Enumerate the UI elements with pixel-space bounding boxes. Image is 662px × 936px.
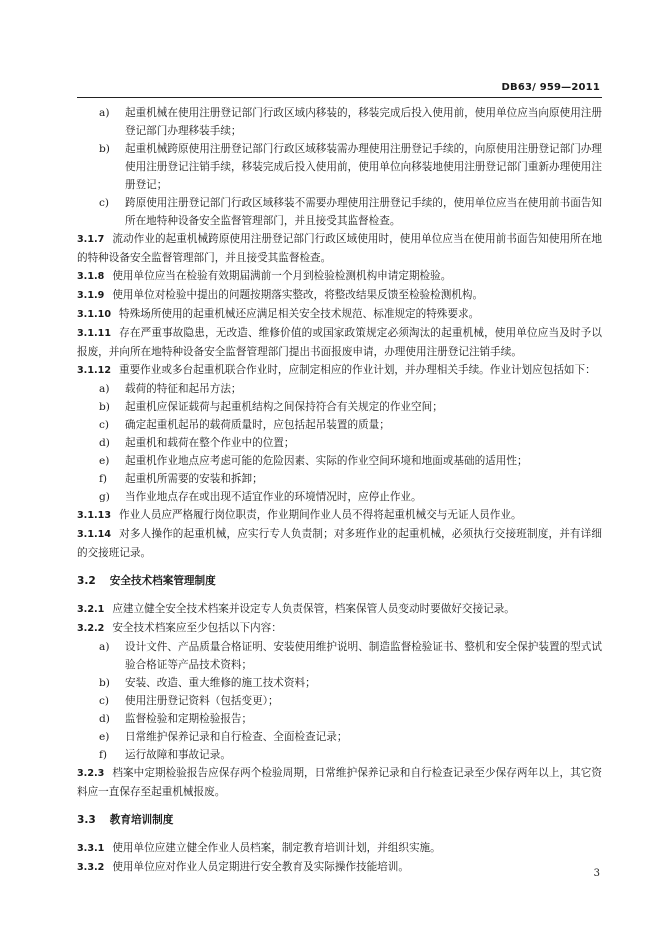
clause-3-2-3 bbox=[77, 764, 602, 801]
clause-3-1-14 bbox=[77, 525, 602, 562]
list-text: 起重机和载荷在整个作业中的位置； bbox=[125, 437, 295, 449]
list-text: 确定起重机起吊的载荷质量时，应包括起吊装置的质量； bbox=[125, 419, 390, 431]
clause-3-3-2 bbox=[77, 858, 602, 877]
list-marker: g) bbox=[99, 491, 110, 503]
clause-number: 3.2.1 bbox=[77, 604, 105, 615]
list-marker: a) bbox=[99, 107, 110, 119]
clause-3-1-13 bbox=[77, 506, 602, 525]
list-text: 运行故障和事故记录。 bbox=[125, 749, 231, 761]
list-text: 安装、改造、重大维修的施工技术资料； bbox=[125, 677, 316, 689]
clause-3-1-8 bbox=[77, 267, 602, 286]
clause-number: 3.2.2 bbox=[77, 623, 105, 634]
list-marker: b) bbox=[99, 143, 110, 155]
clause-number: 3.1.10 bbox=[77, 309, 111, 320]
list-marker: a) bbox=[99, 383, 110, 395]
list-text: 日常维护保养记录和自行检查、全面检查记录； bbox=[125, 731, 348, 743]
list-item bbox=[77, 194, 602, 230]
list-marker: b) bbox=[99, 401, 110, 413]
section-title: 教育培训制度 bbox=[109, 814, 174, 826]
list-item bbox=[77, 398, 602, 416]
header-divider bbox=[77, 97, 602, 98]
standard-code: DB63/ 959—2011 bbox=[501, 82, 600, 93]
clause-3-1-9 bbox=[77, 286, 602, 305]
list-marker: c) bbox=[99, 419, 110, 431]
list-item bbox=[77, 434, 602, 452]
list-item bbox=[77, 674, 602, 692]
clause-number: 3.1.12 bbox=[77, 365, 111, 376]
list-item bbox=[77, 452, 602, 470]
list-item bbox=[77, 638, 602, 674]
list-marker: d) bbox=[99, 437, 110, 449]
list-marker: d) bbox=[99, 713, 110, 725]
list-item bbox=[77, 470, 602, 488]
document-body bbox=[77, 104, 602, 877]
clause-text: 重要作业或多台起重机联合作业时，应制定相应的作业计划，并办理相关手续。作业计划应包括如下： bbox=[119, 364, 596, 376]
clause-text: 使用单位应对作业人员定期进行安全教育及实际操作技能培训。 bbox=[112, 861, 409, 873]
list-text: 使用注册登记资料（包括变更）； bbox=[125, 695, 279, 707]
list-marker: b) bbox=[99, 677, 110, 689]
list-item bbox=[77, 710, 602, 728]
section-number: 3.3 bbox=[77, 814, 96, 826]
list-item bbox=[77, 140, 602, 194]
clause-text: 作业人员应严格履行岗位职责，作业期间作业人员不得将起重机械交与无证人员作业。 bbox=[119, 509, 522, 521]
clause-3-1-10 bbox=[77, 305, 602, 324]
list-text: 起重机械在使用注册登记部门行政区域内移装的，移装完成后投入使用前，使用单位应当向原使用注册登记部门办理移装手续； bbox=[125, 107, 602, 137]
list-text: 设计文件、产品质量合格证明、安装使用维护说明、制造监督检验证书、整机和安全保护装置的型式试验合格证等产品技术资料； bbox=[125, 641, 602, 671]
clause-3-2-1 bbox=[77, 600, 602, 619]
clause-3-1-7 bbox=[77, 230, 602, 267]
clause-number: 3.1.9 bbox=[77, 290, 105, 301]
clause-text: 档案中定期检验报告应保存两个检验周期，日常维护保养记录和自行检查记录至少保存两年以上，其它资料应一直保存至起重机械报废。 bbox=[77, 767, 602, 798]
clause-number: 3.3.1 bbox=[77, 843, 105, 854]
list-marker: c) bbox=[99, 695, 110, 707]
clause-number: 3.1.14 bbox=[77, 529, 111, 540]
clause-number: 3.1.11 bbox=[77, 328, 111, 339]
section-heading-3-3 bbox=[77, 811, 602, 829]
list-marker: f) bbox=[99, 749, 108, 761]
section-heading-3-2 bbox=[77, 572, 602, 590]
clause-3-2-2 bbox=[77, 619, 602, 638]
list-text: 起重机应保证载荷与起重机结构之间保持符合有关规定的作业空间； bbox=[125, 401, 443, 413]
clause-text: 特殊场所使用的起重机械还应满足相关安全技术规范、标准规定的特殊要求。 bbox=[119, 308, 480, 320]
clause-text: 应建立健全安全技术档案并设定专人负责保管，档案保管人员变动时要做好交接记录。 bbox=[112, 603, 515, 615]
clause-number: 3.1.7 bbox=[77, 234, 105, 245]
clause-text: 流动作业的起重机械跨原使用注册登记部门行政区域使用时，使用单位应当在使用前书面告知使用所在地的特种设备安全监督管理部门，并且接受其监督检查。 bbox=[77, 233, 602, 264]
clause-text: 存在严重事故隐患，无改造、维修价值的或国家政策规定必须淘汰的起重机械，使用单位应当及时予以报废，并向所在地特种设备安全监督管理部门提出书面报废申请，办理使用注册登记注销手续。 bbox=[77, 327, 602, 358]
clause-3-1-11 bbox=[77, 324, 602, 361]
section-title: 安全技术档案管理制度 bbox=[109, 575, 216, 587]
list-item bbox=[77, 104, 602, 140]
list-item bbox=[77, 380, 602, 398]
list-item bbox=[77, 728, 602, 746]
clause-3-3-1 bbox=[77, 839, 602, 858]
clause-text: 安全技术档案应至少包括以下内容： bbox=[112, 622, 282, 634]
list-marker: e) bbox=[99, 455, 110, 467]
list-item bbox=[77, 746, 602, 764]
clause-3-1-12 bbox=[77, 361, 602, 380]
list-marker: c) bbox=[99, 197, 110, 209]
list-item bbox=[77, 488, 602, 506]
clause-text: 对多人操作的起重机械，应实行专人负责制；对多班作业的起重机械，必须执行交接班制度，并有详细的交接班记录。 bbox=[77, 528, 602, 559]
clause-number: 3.2.3 bbox=[77, 768, 105, 779]
list-marker: a) bbox=[99, 641, 110, 653]
list-text: 监督检验和定期检验报告； bbox=[125, 713, 253, 725]
list-text: 起重机作业地点应考虑可能的危险因素、实际的作业空间环境和地面或基础的适用性； bbox=[125, 455, 528, 467]
clause-text: 使用单位应当在检验有效期届满前一个月到检验检测机构申请定期检验。 bbox=[112, 270, 452, 282]
list-text: 起重机械跨原使用注册登记部门行政区域移装需办理使用注册登记手续的，向原使用注册登记部门办理使用注册登记注销手续，移装完成后投入使用前，使用单位向移装地使用注册登记部门重新办理使用注册登记； bbox=[125, 143, 602, 191]
list-text: 起重机所需要的安装和拆卸； bbox=[125, 473, 263, 485]
list-item bbox=[77, 416, 602, 434]
list-text: 跨原使用注册登记部门行政区域移装不需要办理使用注册登记手续的，使用单位应当在使用前书面告知所在地特种设备安全监督管理部门，并且接受其监督检查。 bbox=[125, 197, 602, 227]
list-marker: e) bbox=[99, 731, 110, 743]
list-text: 当作业地点存在或出现不适宜作业的环境情况时，应停止作业。 bbox=[125, 491, 422, 503]
list-text: 载荷的特征和起吊方法； bbox=[125, 383, 242, 395]
page-number: 3 bbox=[593, 868, 600, 879]
section-number: 3.2 bbox=[77, 575, 96, 587]
clause-text: 使用单位应建立健全作业人员档案，制定教育培训计划，并组织实施。 bbox=[112, 842, 441, 854]
clause-text: 使用单位对检验中提出的问题按期落实整改，将整改结果反馈至检验检测机构。 bbox=[112, 289, 484, 301]
clause-number: 3.1.8 bbox=[77, 271, 105, 282]
list-item bbox=[77, 692, 602, 710]
list-marker: f) bbox=[99, 473, 108, 485]
clause-number: 3.3.2 bbox=[77, 862, 105, 873]
clause-number: 3.1.13 bbox=[77, 510, 111, 521]
